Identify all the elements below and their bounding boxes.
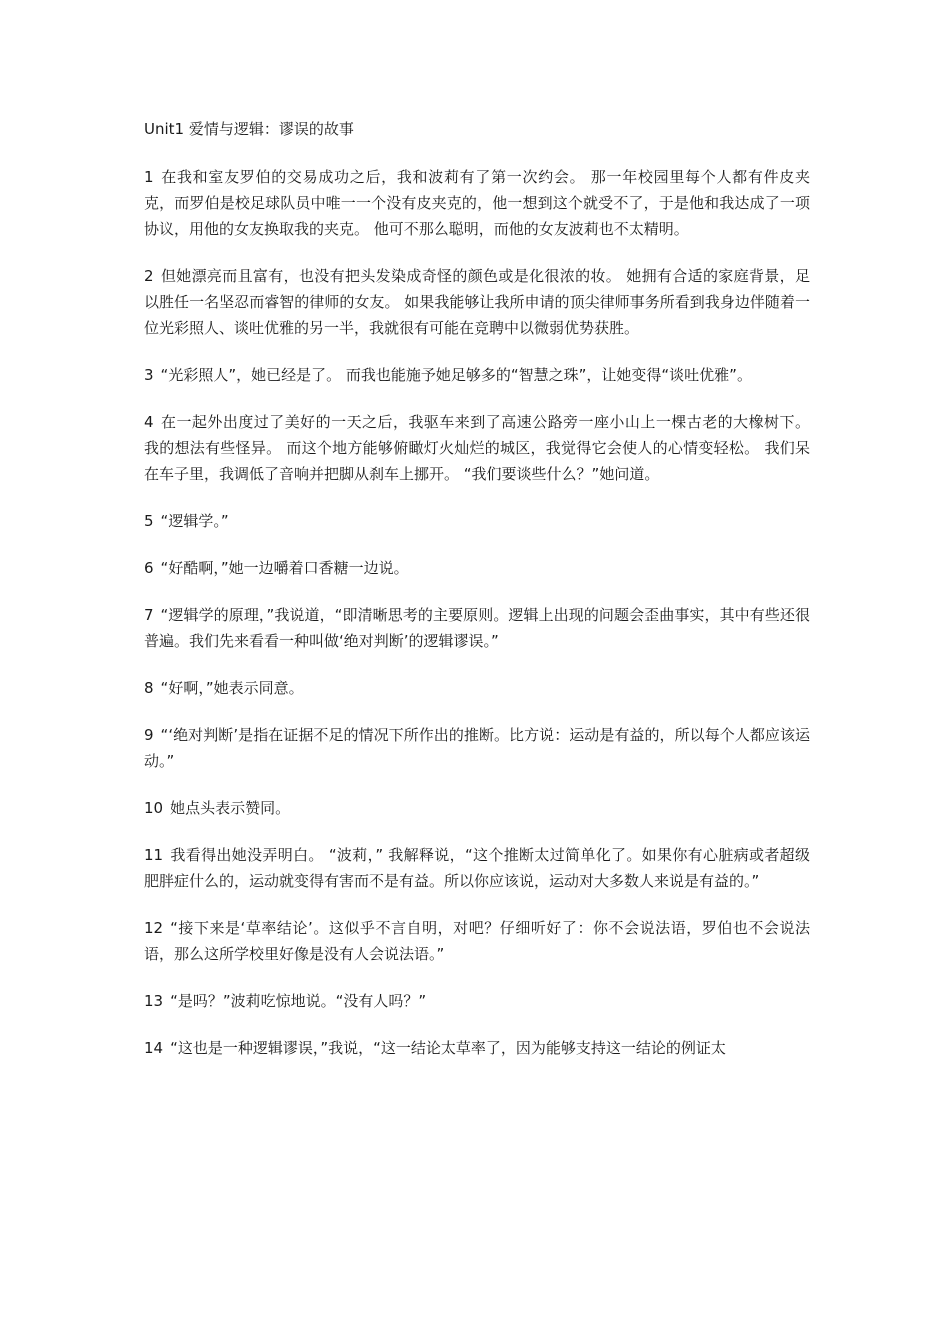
paragraph-text: “‘绝对判断’是指在证据不足的情况下所作出的推断。比方说：运动是有益的，所以每个人都应该运动。” [144,726,810,770]
paragraph-1 [144,164,810,242]
paragraph-text: 在我和室友罗伯的交易成功之后，我和波莉有了第一次约会。 那一年校园里每个人都有件皮夹克，而罗伯是校足球队员中唯一一个没有皮夹克的，他一想到这个就受不了，于是他和我达成了一项协议，用他的女友换取我的夹克。 他可不那么聪明，而他的女友波莉也不太精明。 [144,168,810,238]
paragraph-7 [144,602,810,654]
paragraph-9 [144,722,810,774]
paragraph-10 [144,795,810,821]
paragraph-3 [144,362,810,388]
paragraph-number: 4 [144,413,154,431]
paragraph-5 [144,508,810,534]
paragraph-number: 8 [144,679,154,697]
paragraph-number: 6 [144,559,154,577]
paragraph-6 [144,555,810,581]
paragraph-13 [144,988,810,1014]
paragraph-text: 她点头表示赞同。 [170,799,291,817]
paragraph-text: “是吗？”波莉吃惊地说。“没有人吗？” [170,992,427,1010]
paragraph-number: 10 [144,799,164,817]
paragraph-number: 3 [144,366,154,384]
paragraph-text: “接下来是‘草率结论’。这似乎不言自明，对吧？仔细听好了：你不会说法语，罗伯也不会说法语，那么这所学校里好像是没有人会说法语。” [144,919,810,963]
paragraph-text: 但她漂亮而且富有，也没有把头发染成奇怪的颜色或是化很浓的妆。 她拥有合适的家庭背景，足以胜任一名坚忍而睿智的律师的女友。 如果我能够让我所申请的顶尖律师事务所看到我身边伴随着一位光彩照人、谈吐优雅的另一半，我就很有可能在竞聘中以微弱优势获胜。 [144,267,810,337]
paragraph-number: 2 [144,267,154,285]
paragraph-2 [144,263,810,341]
paragraph-text: “光彩照人”，她已经是了。 而我也能施予她足够多的“智慧之珠”，让她变得“谈吐优雅”。 [160,366,752,384]
paragraph-4 [144,409,810,487]
paragraph-12 [144,915,810,967]
document-title: Unit1 爱情与逻辑：谬误的故事 [144,120,354,138]
paragraph-number: 9 [144,726,154,744]
paragraph-number: 11 [144,846,164,864]
document-page [144,116,810,1061]
paragraph-number: 14 [144,1039,164,1057]
paragraph-text: “这也是一种逻辑谬误，”我说，“这一结论太草率了，因为能够支持这一结论的例证太 [170,1039,726,1057]
paragraph-text: “逻辑学的原理，”我说道，“即清晰思考的主要原则。逻辑上出现的问题会歪曲事实，其中有些还很普遍。我们先来看看一种叫做‘绝对判断’的逻辑谬误。” [144,606,810,650]
paragraph-text: 我看得出她没弄明白。 “波莉，” 我解释说，“这个推断太过简单化了。如果你有心脏病或者超级肥胖症什么的，运动就变得有害而不是有益。所以你应该说，运动对大多数人来说是有益的。” [144,846,810,890]
paragraph-text: “好酷啊，”她一边嚼着口香糖一边说。 [160,559,409,577]
paragraph-number: 12 [144,919,164,937]
paragraph-8 [144,675,810,701]
paragraph-text: “好啊，”她表示同意。 [160,679,304,697]
paragraph-11 [144,842,810,894]
paragraph-number: 13 [144,992,164,1010]
paragraph-text: “逻辑学。” [160,512,229,530]
paragraph-14 [144,1035,810,1061]
paragraph-number: 7 [144,606,154,624]
paragraph-number: 1 [144,168,154,186]
paragraph-number: 5 [144,512,154,530]
paragraph-text: 在一起外出度过了美好的一天之后，我驱车来到了高速公路旁一座小山上一棵古老的大橡树下。 我的想法有些怪异。 而这个地方能够俯瞰灯火灿烂的城区，我觉得它会使人的心情变轻松。 我们呆在车子里，我调低了音响并把脚从刹车上挪开。 “我们要谈些什么？”她问道。 [144,413,810,483]
